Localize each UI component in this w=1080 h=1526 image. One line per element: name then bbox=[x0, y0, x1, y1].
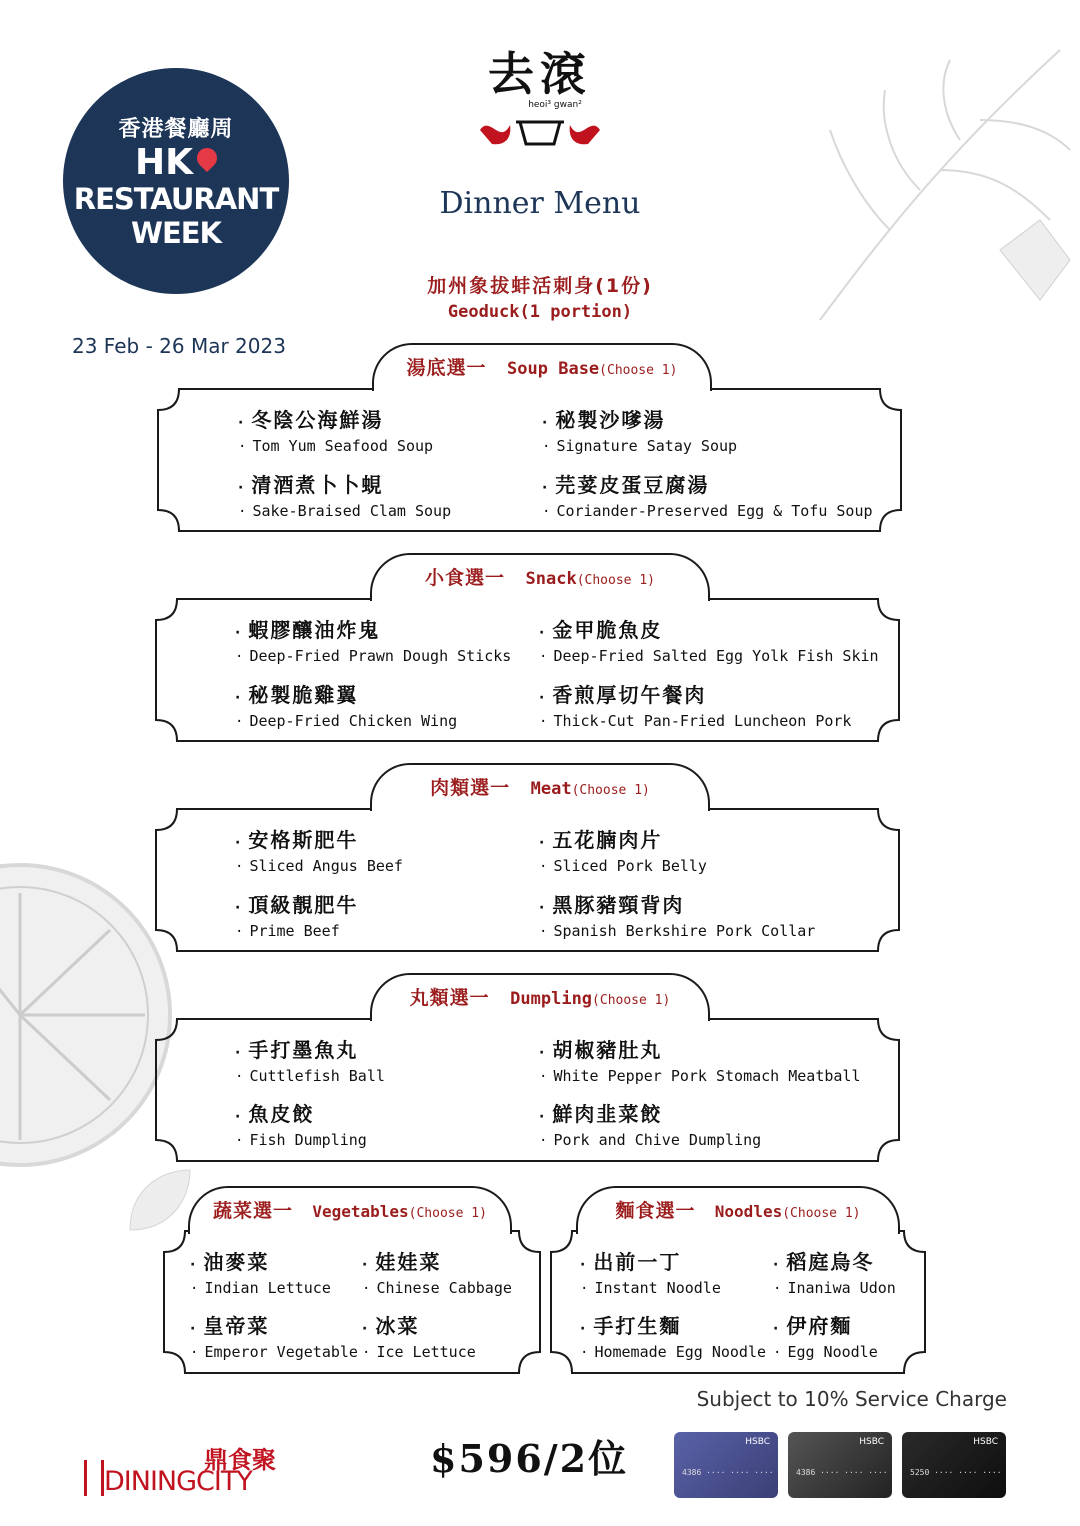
credit-card-image: HSBC 5250 ···· ···· ···· bbox=[902, 1432, 1006, 1498]
set-price: $596/2位 bbox=[430, 1436, 629, 1481]
hk-restaurant-week-badge bbox=[63, 68, 289, 294]
menu-item: · 清酒煮卜卜蜆 · Sake-Braised Clam Soup bbox=[238, 473, 452, 520]
menu-item: · 芫荽皮蛋豆腐湯 · Coriander-Preserved Egg & Tofu Soup bbox=[542, 473, 873, 520]
menu-item: · 香煎厚切午餐肉 · Thick-Cut Pan-Fried Luncheon Pork bbox=[539, 683, 852, 730]
dumpling-tab: 丸類選一 Dumpling(Choose 1) bbox=[370, 973, 710, 1021]
snack-tab: 小食選一 Snack(Choose 1) bbox=[370, 553, 710, 601]
menu-item: · 皇帝菜 · Emperor Vegetable bbox=[190, 1314, 358, 1361]
menu-item: · 鮮肉韭菜餃 · Pork and Chive Dumpling bbox=[539, 1102, 762, 1149]
menu-item: · 出前一丁 · Instant Noodle bbox=[580, 1250, 721, 1297]
logo-romanization: heoi³ gwan² bbox=[528, 100, 582, 110]
menu-item: · 安格斯肥牛 · Sliced Angus Beef bbox=[235, 828, 403, 875]
menu-item: · 手打生麵 · Homemade Egg Noodle bbox=[580, 1314, 767, 1361]
menu-item: · 頂級靚肥牛 · Prime Beef bbox=[235, 893, 359, 940]
hotpot-flame-icon bbox=[470, 110, 610, 150]
page-title: Dinner Menu bbox=[439, 186, 641, 221]
herb-branch-decoration bbox=[800, 20, 1080, 350]
noodles-tab: 麵食選一 Noodles(Choose 1) bbox=[576, 1186, 900, 1234]
menu-item: · 娃娃菜 · Chinese Cabbage bbox=[362, 1250, 512, 1297]
meat-tab: 肉類選一 Meat(Choose 1) bbox=[370, 763, 710, 811]
restaurant-logo bbox=[465, 48, 615, 154]
menu-item: · 秘製脆雞翼 · Deep-Fried Chicken Wing bbox=[235, 683, 458, 730]
service-charge-note: Subject to 10% Service Charge bbox=[696, 1387, 1007, 1411]
badge-hk: HK bbox=[63, 142, 289, 183]
diningcity-chinese: 鼎食聚 bbox=[204, 1446, 276, 1474]
menu-item: · 伊府麵 · Egg Noodle bbox=[773, 1314, 878, 1361]
logo-name: 去滾 bbox=[488, 47, 592, 101]
event-dates: 23 Feb - 26 Mar 2023 bbox=[72, 334, 286, 358]
menu-item: · 胡椒豬肚丸 · White Pepper Pork Stomach Meatball bbox=[539, 1038, 861, 1085]
vegetables-tab: 蔬菜選一 Vegetables(Choose 1) bbox=[188, 1186, 512, 1234]
menu-item: · 蝦膠釀油炸鬼 · Deep-Fried Prawn Dough Sticks bbox=[235, 618, 512, 665]
menu-item: · 五花腩肉片 · Sliced Pork Belly bbox=[539, 828, 707, 875]
badge-week: WEEK bbox=[130, 216, 222, 250]
credit-card-image: HSBC 4386 ···· ···· ···· bbox=[788, 1432, 892, 1498]
fork-icon bbox=[84, 1460, 104, 1496]
menu-item: · 黑豚豬頸背肉 · Spanish Berkshire Pork Collar bbox=[539, 893, 816, 940]
soup-base-tab: 湯底選一 Soup Base(Choose 1) bbox=[372, 343, 712, 391]
menu-item: · 手打墨魚丸 · Cuttlefish Ball bbox=[235, 1038, 385, 1085]
badge-restaurant: RESTAURANT bbox=[73, 182, 279, 216]
geoduck-chinese: 加州象拔蚌活刺身(1份) bbox=[427, 275, 653, 297]
menu-item: · 秘製沙嗲湯 · Signature Satay Soup bbox=[542, 408, 738, 455]
menu-item: · 冬陰公海鮮湯 · Tom Yum Seafood Soup bbox=[238, 408, 434, 455]
badge-chinese-title: 香港餐廳周 bbox=[118, 117, 234, 142]
menu-item: · 魚皮餃 · Fish Dumpling bbox=[235, 1102, 367, 1149]
menu-item: · 油麥菜 · Indian Lettuce bbox=[190, 1250, 331, 1297]
credit-card-image: HSBC 4386 ···· ···· ···· bbox=[674, 1432, 778, 1498]
diningcity-english: DININGCITY bbox=[104, 1466, 252, 1497]
menu-item: · 金甲脆魚皮 · Deep-Fried Salted Egg Yolk Fish Skin bbox=[539, 618, 879, 665]
geoduck-english: Geoduck(1 portion) bbox=[447, 302, 633, 322]
menu-item: · 稻庭烏冬 · Inaniwa Udon bbox=[773, 1250, 896, 1297]
map-pin-icon bbox=[193, 144, 221, 172]
menu-item: · 冰菜 · Ice Lettuce bbox=[362, 1314, 476, 1361]
